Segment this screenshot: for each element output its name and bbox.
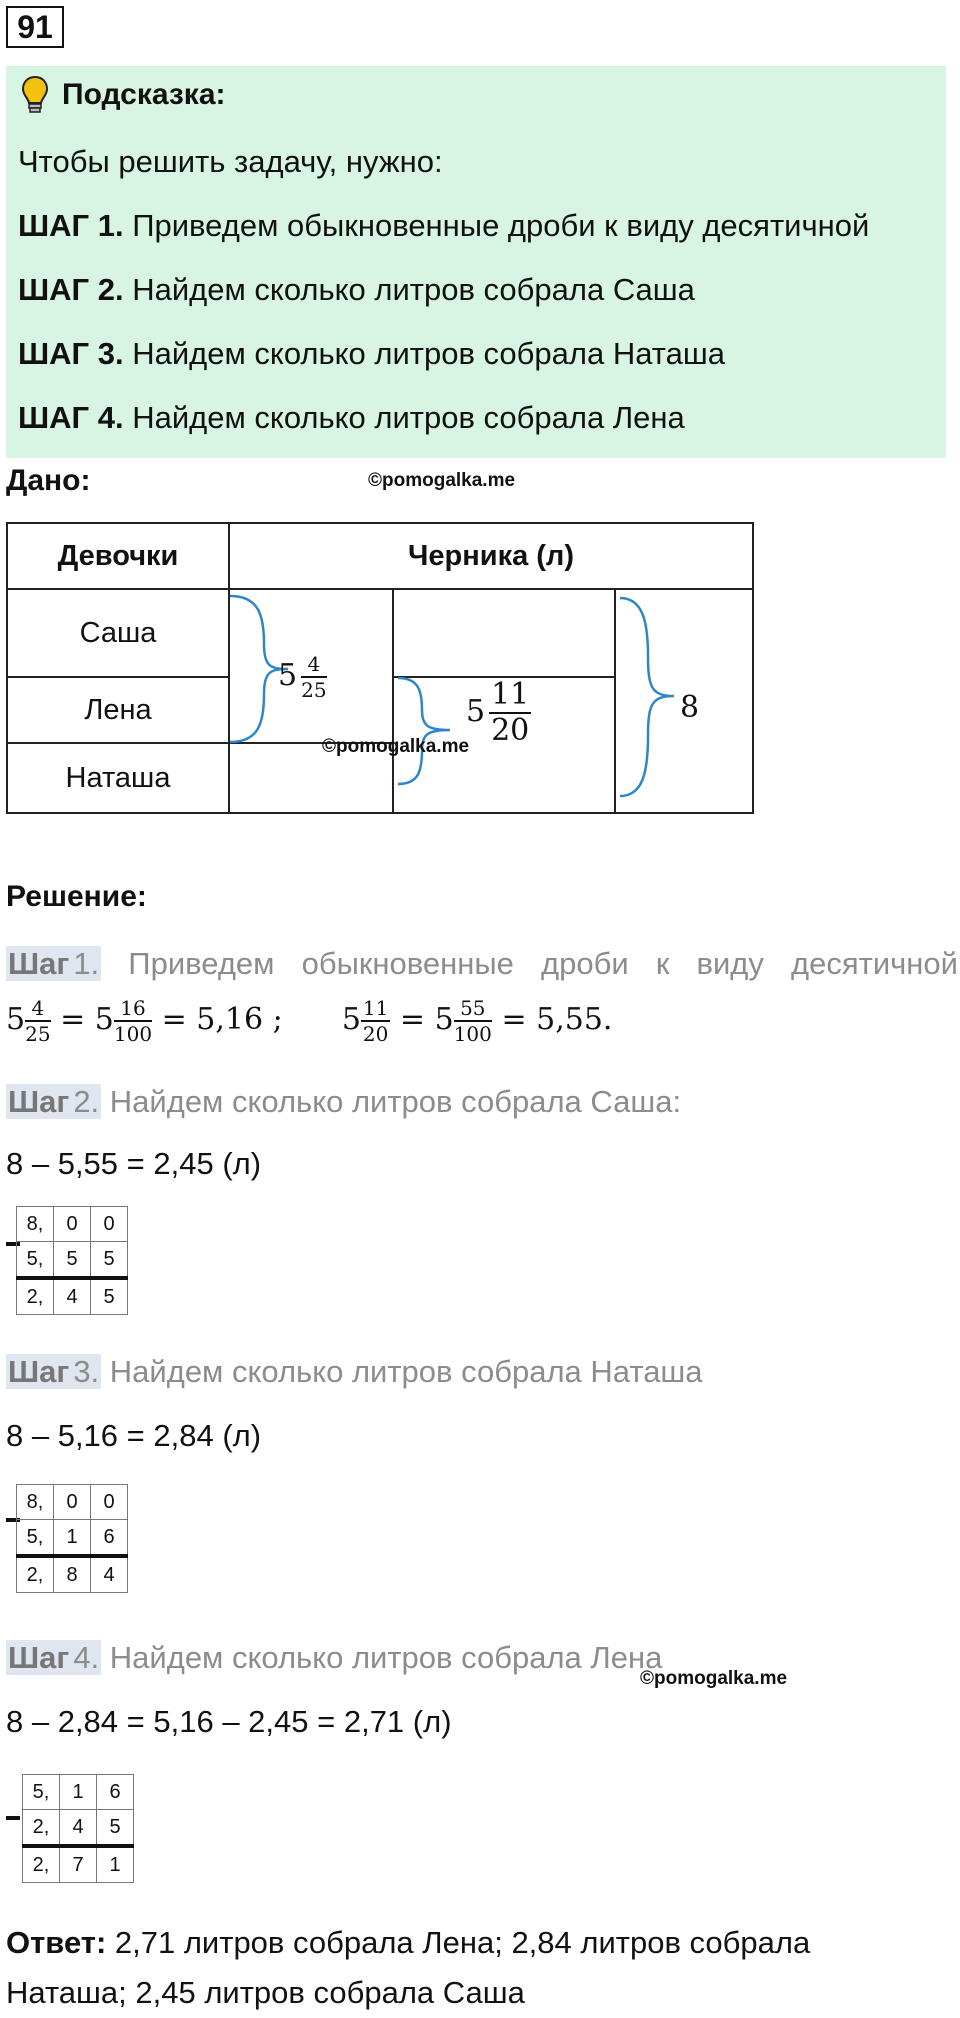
digit: 4 xyxy=(54,1278,91,1315)
hint-step-4: ШАГ 4. Найдем сколько литров собрала Лена xyxy=(18,400,685,435)
digit: 4 xyxy=(91,1556,128,1593)
task-number: 91 xyxy=(6,6,64,48)
header-girls: Девочки xyxy=(7,523,229,589)
equation-step-3: 8 – 5,16 = 2,84 (л) xyxy=(6,1418,262,1453)
hint-step-2: ШАГ 2. Найдем сколько литров собрала Саша xyxy=(18,272,695,307)
equation-step-4: 8 – 2,84 = 5,16 – 2,45 = 2,71 (л) xyxy=(6,1704,452,1739)
row-sasha: Саша xyxy=(7,589,229,677)
lightbulb-icon xyxy=(20,74,50,116)
row-lena: Лена xyxy=(7,677,229,743)
watermark: ©pomogalka.me xyxy=(322,736,470,757)
brace-total-icon xyxy=(618,596,678,798)
solution-label: Решение: xyxy=(6,880,147,913)
hint-box xyxy=(6,66,946,458)
minus-sign xyxy=(6,1816,20,1820)
watermark: ©pomogalka.me xyxy=(368,470,516,491)
digit: 8, xyxy=(17,1207,54,1242)
digit: 2, xyxy=(23,1846,60,1883)
digit: 8, xyxy=(17,1485,54,1520)
digit: 0 xyxy=(54,1485,91,1520)
hint-title: Подсказка: xyxy=(62,78,226,111)
digit: 7 xyxy=(60,1846,97,1883)
solution-step-3: Шаг 3. Найдем сколько литров собрала Наташа xyxy=(8,1354,703,1389)
digit: 6 xyxy=(91,1520,128,1557)
solution-step-1: Шаг 1. Приведем обыкновенные дроби к виду десятичной xyxy=(8,946,958,981)
equation-step-2: 8 – 5,55 = 2,45 (л) xyxy=(6,1146,262,1181)
digit: 0 xyxy=(54,1207,91,1242)
total-value: 8 xyxy=(680,690,700,725)
brace-sum2-icon xyxy=(396,676,456,786)
hint-intro: Чтобы решить задачу, нужно: xyxy=(18,144,443,179)
digit: 1 xyxy=(54,1520,91,1557)
column-subtraction-2 xyxy=(16,1206,128,1315)
digit: 2, xyxy=(17,1556,54,1593)
conversion-equation: 5 $\frac{4}{25}$ = 5 $\frac{16}{100}$ = 5,16 ; 5 $\frac{11}{20}$ = 5 $\frac{55}{100}$ = 5,55. xyxy=(6,996,613,1046)
digit: 6 xyxy=(97,1775,134,1810)
digit: 0 xyxy=(91,1485,128,1520)
digit: 2, xyxy=(17,1278,54,1315)
sum1-value: 5 $\frac{4}{25}$ xyxy=(278,652,327,702)
row-natasha: Наташа xyxy=(7,743,229,813)
digit: 5 xyxy=(97,1810,134,1847)
watermark: ©pomogalka.me xyxy=(640,1668,788,1689)
digit: 1 xyxy=(60,1775,97,1810)
solution-step-2: Шаг 2. Найдем сколько литров собрала Саша: xyxy=(8,1084,682,1119)
sum2-value: 5 $\frac{11}{20}$ xyxy=(466,677,530,748)
cell-empty xyxy=(393,589,615,677)
digit: 5, xyxy=(17,1242,54,1279)
hint-step-3: ШАГ 3. Найдем сколько литров собрала Наташа xyxy=(18,336,725,371)
header-berries: Черника (л) xyxy=(229,523,753,589)
digit: 5 xyxy=(91,1242,128,1279)
digit: 0 xyxy=(91,1207,128,1242)
digit: 1 xyxy=(97,1846,134,1883)
answer: Ответ: 2,71 литров собрала Лена; 2,84 литров собрала Наташа; 2,45 литров собрала Саша xyxy=(6,1925,811,2010)
digit: 5 xyxy=(54,1242,91,1279)
hint-step-1: ШАГ 1. Приведем обыкновенные дроби к виду десятичной xyxy=(18,208,870,243)
digit: 2, xyxy=(23,1810,60,1847)
digit: 5, xyxy=(23,1775,60,1810)
column-subtraction-4 xyxy=(22,1774,134,1883)
digit: 5, xyxy=(17,1520,54,1557)
digit: 5 xyxy=(91,1278,128,1315)
solution-step-4: Шаг 4. Найдем сколько литров собрала Лена xyxy=(8,1640,663,1675)
digit: 4 xyxy=(60,1810,97,1847)
given-label: Дано: xyxy=(6,464,91,497)
digit: 8 xyxy=(54,1556,91,1593)
column-subtraction-3 xyxy=(16,1484,128,1593)
